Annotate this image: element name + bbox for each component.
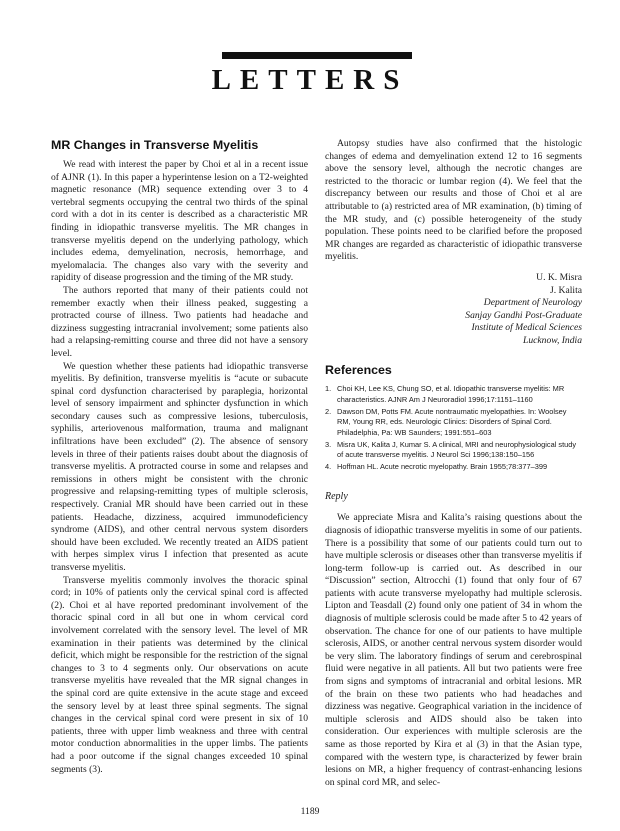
section-masthead: LETTERS: [211, 64, 409, 96]
reference-item: [325, 384, 582, 405]
reference-number: 2.: [325, 406, 332, 416]
page-number: 1189: [300, 806, 320, 817]
reference-number: 1.: [325, 384, 332, 394]
signature-department: Department of Neurology: [483, 297, 582, 309]
reference-text: Choi KH, Lee KS, Chung SO, et al. Idiopathic transverse myelitis: MR characteristics. AJNR Am J Neuroradiol 1996;17:1151–1160: [337, 384, 565, 404]
letter-title: MR Changes in Transverse Myelitis: [51, 138, 259, 152]
letter-paragraph-4: Transverse myelitis commonly involves the thoracic spinal cord; in 10% of patients only the cervical spinal cord is affected (2). Choi et al have reported predominant involvement of the thoracic spinal cord in all but one in whom cervical cord involvement correlated with the sensory level. The level of MR examination in their patients was determined by the clinical deficit, which might be responsible for the restriction of the signal changes to 3 to 4 segments only. Our observations on acute transverse myelitis have revealed that the MR signal changes in the spinal cord are quite extensive in the acute stage and exceed the sensory level by at least three spinal segments. The signal changes in the cervical spinal cord were present in six of 10 patients, three with upper limb weakness and three with central motor conduction abnormalities in the upper limbs. The patients had a poor outcome if the signal changes exceeded 10 spinal segments (3).: [51, 574, 308, 775]
reply-paragraph: We appreciate Misra and Kalita’s raising questions about the diagnosis of idiopathic transverse myelitis in some of our patients. There is a possibility that some of our patients could turn out to have multiple sclerosis or diseases other than transverse myelitis if long-term follow-up is carried out. As described in our “Discussion” section, Altrocchi (1) found that only four of 67 patients with acute transverse myelopathy had multiple sclerosis. Lipton and Teasdall (2) found only one patient of 34 in whom the diagnosis of multiple sclerosis could be made after 5 to 42 years of observation. The chance for one of our patients to have multiple sclerosis, AIDS, or another central nervous system disorder would be very slim. The laboratory findings of serum and cerebrospinal fluid were negative in all patients. All but two patients were free from signs and symptoms of intracranial and orbital lesions. MR of the brain on these two patients who had headaches and dizziness was negative. Geographical variation in the incidence of multiple sclerosis and AIDS should also be taken into consideration. Our experiences with multiple sclerosis are the same as those reported by Kira et al (3) in that the Asian type, compared with the western type, is characterized by fewer brain lesions on MR, a higher frequency of contrast-enhancing lesions on spinal cord MR, and selec-: [325, 512, 582, 788]
reference-text: Misra UK, Kalita J, Kumar S. A clinical, MRI and neurophysiological study of acute transverse myelitis. J Neurol Sci 1996;138:150–156: [337, 439, 577, 460]
letter-paragraph-1: We read with interest the paper by Choi et al in a recent issue of AJNR (1). In this paper a hyperintense lesion on a T2-weighted magnetic resonance (MR) sequence extending over 3 to 4 vertebral segments occupying the central two thirds of the spinal cord with a dot in its center is described as a characteristic MR finding in idiopathic transverse myelitis. The MR changes in transverse myelitis depend on the underlying pathology, which includes edema, demyelination, necrosis, hemorrhage, and myelomalacia. The changes also vary with the severity and rapidity of disease progression and the timing of the MR study.: [51, 159, 308, 284]
left-column: [51, 138, 308, 776]
letter-paragraph-3: We question whether these patients had idiopathic transverse myelitis. By definition, transverse myelitis is “acute or subacute spinal cord dysfunction characterised by paraplegia, horizontal level of sensory impairment and sphincter dysfunction in which secondary causes such as compressive lesions, tuberculosis, syphilis, arteriovenous malformation, trauma and malignant infiltrations have been excluded” (2). The absence of sensory levels in three of their patients raises doubt about the diagnosis of transverse myelitis. A protracted course in some and relapses and remissions in others might be consistent with the chronic progressive and relapsing-remitting types of multiple sclerosis, respectively. Cranial MR should have been carried out in these patients. Headache, dizziness, acquired immunodeficiency syndrome (AIDS), and other central nervous system disorders should have been excluded. We recently treated an AIDS patient with herpes simplex virus I infection that presented as acute transverse myelitis.: [51, 360, 308, 573]
letter-paragraph-5: Autopsy studies have also confirmed that the histologic changes of edema and demyelination extend 12 to 16 segments above the sensory level, although the necrotic changes are restricted to the thoracic or lumbar region (4). We feel that the discrepancy between our results and those of Choi et al are attributable to (a) restricted area of MR examination, (b) timing of the MR study, and (c) possible heterogeneity of the study population. These points need to be clarified before the proposed MR changes are regarded as characteristic of idiopathic transverse myelitis.: [325, 138, 582, 263]
reference-text: Hoffman HL. Acute necrotic myelopathy. Brain 1955;78:377–399: [337, 462, 548, 472]
reference-number: 3.: [325, 439, 332, 449]
reference-text: Dawson DM, Potts FM. Acute nontraumatic myelopathies. In: Woolsey RM, Young RR, eds. Neurologic Clinics: Disorders of Spinal Cord. Philadelphia, Pa: WB Saunders; 1991:551–603: [337, 406, 567, 437]
reference-list: [325, 384, 582, 473]
masthead-rule: [222, 52, 412, 59]
signature-institution-2: Institute of Medical Sciences: [471, 322, 582, 334]
reference-number: 4.: [325, 462, 332, 472]
signature-author-2: J. Kalita: [550, 284, 582, 296]
reference-item: [325, 462, 582, 473]
reference-item: [325, 407, 582, 439]
reference-item: [325, 440, 582, 461]
letter-paragraph-2: The authors reported that many of their patients could not remember exactly when their illness peaked, suggesting a protracted course of illness. Two patients had headache and dizziness suggesting intracranial involvement; some patients also had a relapsing-remitting course and three did not have a sensory level.: [51, 284, 308, 359]
reply-heading: Reply: [325, 490, 348, 502]
signature-city: Lucknow, India: [523, 334, 582, 346]
signature-author-1: U. K. Misra: [536, 271, 582, 283]
letter-signature: [325, 272, 582, 348]
references-heading: References: [325, 362, 392, 377]
right-column: [325, 138, 582, 789]
signature-institution-1: Sanjay Gandhi Post-Graduate: [465, 309, 582, 321]
